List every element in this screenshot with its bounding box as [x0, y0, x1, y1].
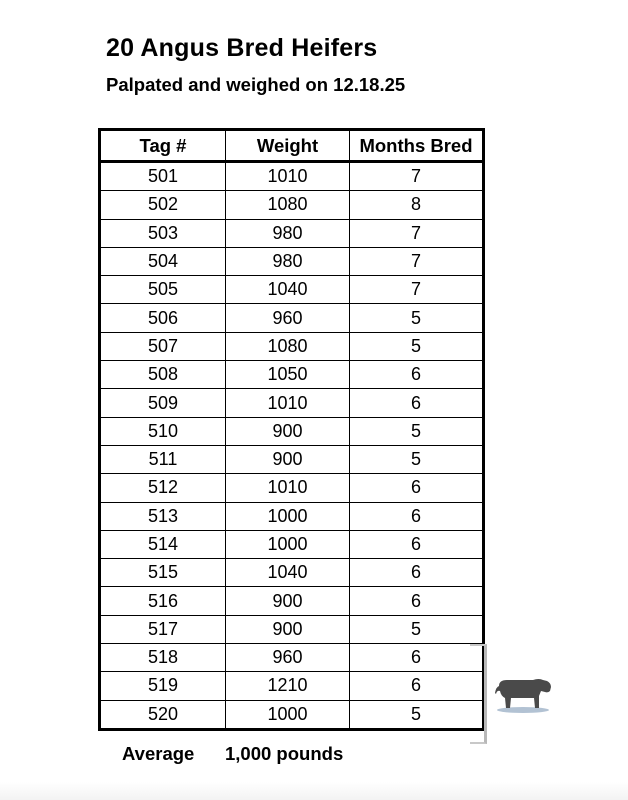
cell-months-bred: 5	[350, 304, 484, 332]
cell-months-bred: 6	[350, 644, 484, 672]
table-row	[100, 502, 484, 530]
cell-months-bred: 5	[350, 615, 484, 643]
table-row	[100, 361, 484, 389]
cell-tag: 511	[100, 445, 226, 473]
table-row	[100, 474, 484, 502]
cell-weight: 900	[226, 417, 350, 445]
cell-months-bred: 6	[350, 361, 484, 389]
cell-weight: 1010	[226, 474, 350, 502]
cell-tag: 508	[100, 361, 226, 389]
table-row	[100, 276, 484, 304]
cell-months-bred: 5	[350, 445, 484, 473]
cell-tag: 509	[100, 389, 226, 417]
cell-tag: 513	[100, 502, 226, 530]
cell-tag: 507	[100, 332, 226, 360]
table-row	[100, 332, 484, 360]
cell-weight: 1000	[226, 530, 350, 558]
cell-weight: 1210	[226, 672, 350, 700]
cow-icon	[493, 672, 555, 714]
header-months-bred: Months Bred	[350, 130, 484, 162]
cell-months-bred: 6	[350, 587, 484, 615]
cell-weight: 960	[226, 644, 350, 672]
cell-months-bred: 5	[350, 417, 484, 445]
cell-months-bred: 6	[350, 474, 484, 502]
cell-weight: 1010	[226, 389, 350, 417]
table-row	[100, 700, 484, 729]
table-body	[100, 162, 484, 730]
table-row	[100, 162, 484, 191]
cell-weight: 1080	[226, 332, 350, 360]
table-row	[100, 191, 484, 219]
cell-weight: 900	[226, 615, 350, 643]
cell-weight: 1000	[226, 700, 350, 729]
cell-tag: 501	[100, 162, 226, 191]
cell-tag: 516	[100, 587, 226, 615]
table-row	[100, 219, 484, 247]
cell-weight: 980	[226, 219, 350, 247]
cell-weight: 1080	[226, 191, 350, 219]
cell-weight: 900	[226, 587, 350, 615]
table-header-row	[100, 130, 484, 162]
table-row	[100, 530, 484, 558]
cell-months-bred: 6	[350, 530, 484, 558]
table-edge-bracket	[470, 644, 487, 744]
cell-months-bred: 6	[350, 389, 484, 417]
table-row	[100, 304, 484, 332]
cell-months-bred: 7	[350, 219, 484, 247]
cell-tag: 505	[100, 276, 226, 304]
cell-weight: 1040	[226, 559, 350, 587]
cell-tag: 510	[100, 417, 226, 445]
cell-tag: 519	[100, 672, 226, 700]
cell-tag: 515	[100, 559, 226, 587]
cell-months-bred: 8	[350, 191, 484, 219]
table-row	[100, 587, 484, 615]
cell-weight: 1050	[226, 361, 350, 389]
cell-tag: 517	[100, 615, 226, 643]
cell-months-bred: 7	[350, 276, 484, 304]
heifer-table	[98, 128, 485, 731]
cell-tag: 503	[100, 219, 226, 247]
cell-tag: 512	[100, 474, 226, 502]
table-row	[100, 417, 484, 445]
cell-months-bred: 6	[350, 559, 484, 587]
cell-months-bred: 6	[350, 672, 484, 700]
cell-tag: 514	[100, 530, 226, 558]
cell-weight: 1010	[226, 162, 350, 191]
cell-weight: 960	[226, 304, 350, 332]
page-edge	[0, 782, 628, 800]
table-row	[100, 247, 484, 275]
cell-tag: 504	[100, 247, 226, 275]
cell-tag: 520	[100, 700, 226, 729]
cell-months-bred: 7	[350, 247, 484, 275]
header-tag: Tag #	[100, 130, 226, 162]
cell-months-bred: 5	[350, 700, 484, 729]
page-title: 20 Angus Bred Heifers	[106, 34, 378, 62]
cell-months-bred: 6	[350, 502, 484, 530]
table-row	[100, 644, 484, 672]
cell-tag: 518	[100, 644, 226, 672]
cell-weight: 900	[226, 445, 350, 473]
table-row	[100, 615, 484, 643]
table-row	[100, 672, 484, 700]
cell-months-bred: 5	[350, 332, 484, 360]
cell-weight: 980	[226, 247, 350, 275]
cell-weight: 1040	[226, 276, 350, 304]
header-weight: Weight	[226, 130, 350, 162]
cell-weight: 1000	[226, 502, 350, 530]
table-row	[100, 559, 484, 587]
average-value: 1,000 pounds	[225, 743, 344, 764]
table-row	[100, 389, 484, 417]
cell-months-bred: 7	[350, 162, 484, 191]
average-label: Average	[122, 743, 195, 764]
cell-tag: 502	[100, 191, 226, 219]
table-row	[100, 445, 484, 473]
cell-tag: 506	[100, 304, 226, 332]
page-subtitle: Palpated and weighed on 12.18.25	[106, 74, 406, 95]
